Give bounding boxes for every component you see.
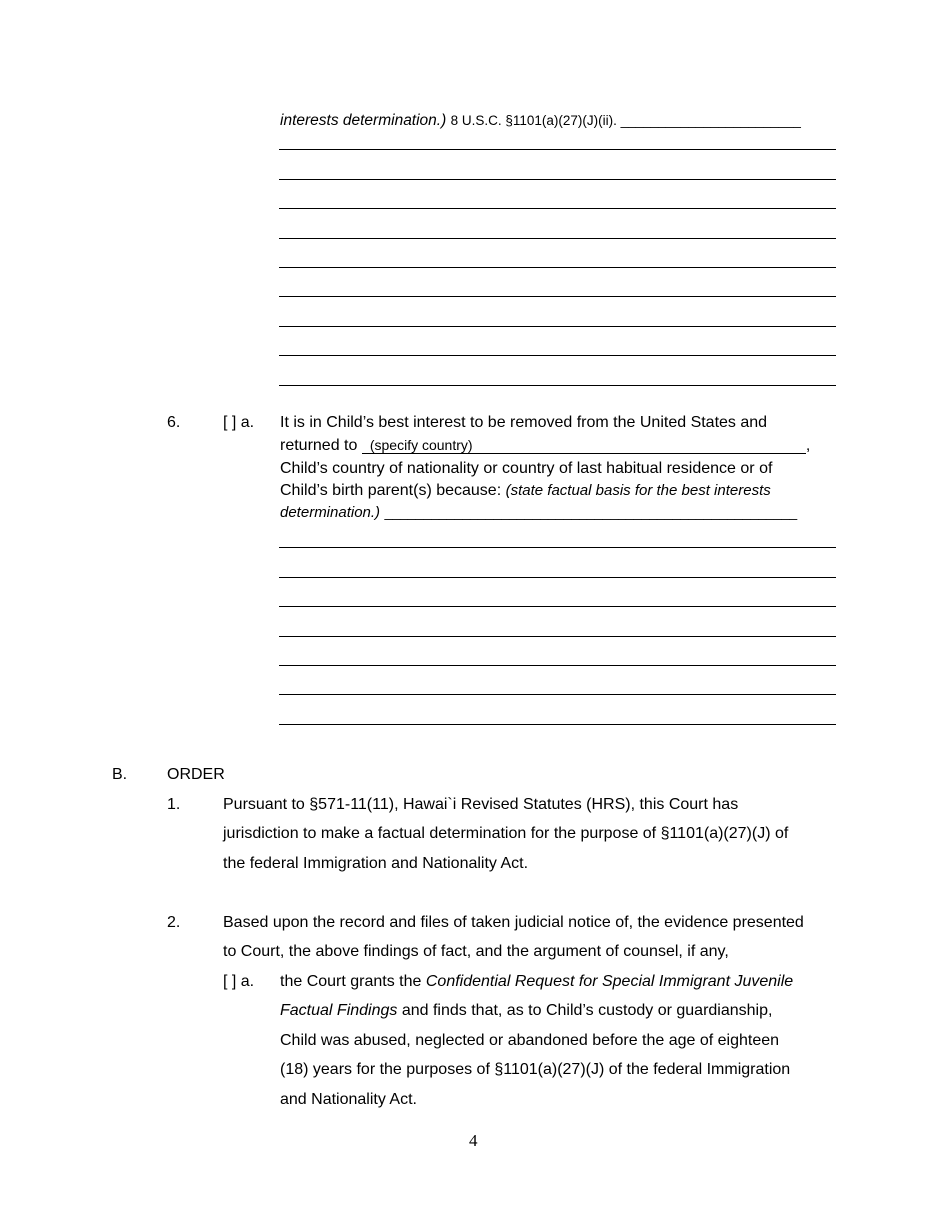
blank-line	[279, 665, 836, 666]
order-item2a-line1-prefix: the Court grants the	[280, 973, 422, 990]
order-item2-line: Based upon the record and files of taken judicial notice of, the evidence presented	[223, 914, 804, 931]
blank-line	[279, 694, 836, 695]
item6-line4	[280, 481, 771, 501]
page-number: 4	[469, 1131, 478, 1150]
order-item2a-line4: (18) years for the purposes of §1101(a)(27)(J) of the federal Immigration	[280, 1061, 791, 1078]
order-item2a-line5: and Nationality Act.	[280, 1091, 417, 1108]
order-item2a-checkbox[interactable]: [ ] a.	[223, 973, 255, 990]
top-citation: 8 U.S.C. §1101(a)(27)(J)(ii). ________________________	[450, 113, 801, 128]
blank-line	[279, 606, 836, 607]
item6-line2-prefix: returned to	[280, 437, 358, 454]
order-item2-line: to Court, the above findings of fact, and the argument of counsel, if any,	[223, 943, 729, 960]
order-item2a-line2-italic: Factual Findings	[280, 1002, 398, 1019]
top-italic-text: interests determination.)	[280, 112, 447, 129]
item6-line4-prefix: Child’s birth parent(s) because:	[280, 482, 502, 499]
top-continuation-line	[280, 111, 801, 131]
order-item2a-line2-suffix: and finds that, as to Child’s custody or guardianship,	[401, 1002, 773, 1019]
blank-line	[279, 179, 836, 180]
item6-line1: It is in Child’s best interest to be removed from the United States and	[280, 414, 768, 431]
item6-line5-blank: _____________________________________________________	[384, 504, 798, 520]
order-item1-line: Pursuant to §571-11(11), Hawai`i Revised Statutes (HRS), this Court has	[223, 796, 739, 813]
blank-line	[279, 149, 836, 150]
blank-line	[279, 208, 836, 209]
order-item2-number: 2.	[167, 914, 181, 931]
item6-checkbox[interactable]: [ ] a.	[223, 414, 255, 431]
blank-line	[279, 326, 836, 327]
item6-line2	[280, 436, 810, 456]
order-item2a-line3: Child was abused, neglected or abandoned before the age of eighteen	[280, 1032, 780, 1049]
order-item2a-line1	[280, 972, 793, 992]
blank-line	[279, 724, 836, 725]
item6-number: 6.	[167, 414, 181, 431]
item6-line3: Child’s country of nationality or country of last habitual residence or of	[280, 460, 773, 477]
blank-line	[279, 296, 836, 297]
blank-line	[279, 577, 836, 578]
item6-line5-italic: determination.)	[280, 504, 381, 521]
item6-line5	[280, 502, 797, 523]
section-b-heading: ORDER	[167, 766, 225, 783]
specify-country-field[interactable]	[362, 438, 806, 454]
order-item2a-line1-italic: Confidential Request for Special Immigrant Juvenile	[425, 973, 794, 990]
blank-line	[279, 238, 836, 239]
blank-line	[279, 636, 836, 637]
specify-country-hint: (specify country)	[369, 437, 473, 453]
order-item2a-line2	[280, 1001, 772, 1021]
item6-line4-italic: (state factual basis for the best interests	[505, 482, 771, 499]
section-b-letter: B.	[112, 766, 128, 783]
blank-line	[279, 385, 836, 386]
order-item1-line: the federal Immigration and Nationality Act.	[223, 855, 529, 872]
item6-line2-suffix: ,	[805, 437, 811, 454]
blank-line	[279, 267, 836, 268]
blank-line	[279, 547, 836, 548]
blank-line	[279, 355, 836, 356]
order-item1-line: jurisdiction to make a factual determination for the purpose of §1101(a)(27)(J) of	[223, 825, 789, 842]
order-item1-number: 1.	[167, 796, 181, 813]
